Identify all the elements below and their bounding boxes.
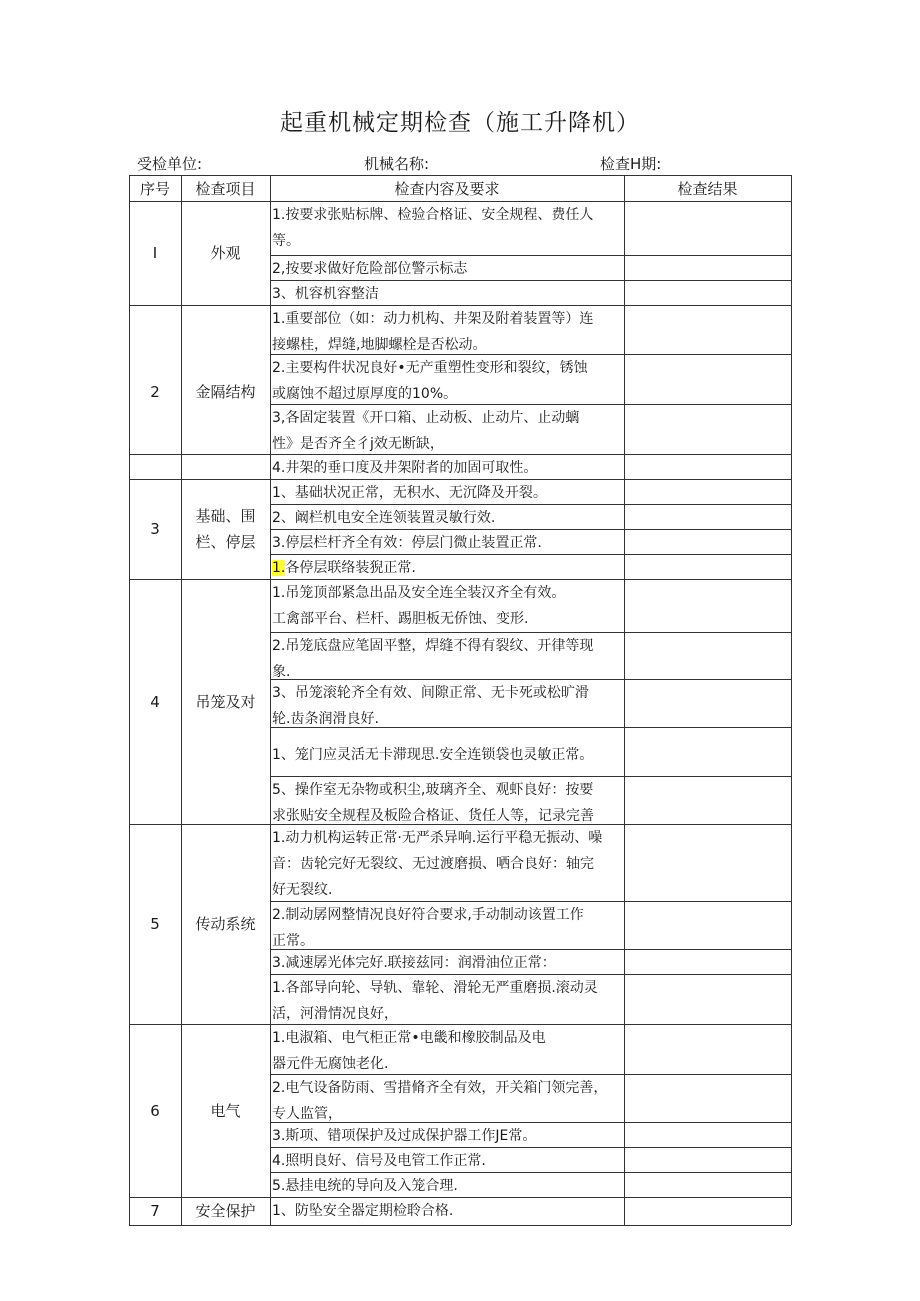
- result-cell[interactable]: [625, 1198, 791, 1225]
- check-content: [271, 825, 624, 901]
- content-line: 正常。: [272, 933, 314, 949]
- check-content: [271, 530, 624, 554]
- content-line: 器元件无腐蚀老化.: [272, 1056, 389, 1072]
- check-content: [271, 555, 624, 579]
- inspected-unit-label: 受检单位:: [137, 155, 203, 173]
- check-content: [271, 1123, 624, 1147]
- check-content: [271, 902, 624, 949]
- content-line: 3.斯项、错项保护及过成保护器工作JE常。: [272, 1128, 537, 1144]
- content-line: 1.各停层联络装猊正常.: [272, 560, 416, 576]
- content-line: 1、基础状况正常，无积水、无沉降及开裂。: [272, 485, 547, 501]
- content-line: 3,各固定装置《开口箱、止动板、止动片、止动螭: [272, 410, 580, 426]
- result-cell[interactable]: [625, 455, 791, 479]
- check-content: [271, 256, 624, 280]
- result-cell[interactable]: [625, 405, 791, 454]
- result-cell[interactable]: [625, 1075, 791, 1122]
- result-cell[interactable]: [625, 281, 791, 305]
- result-cell[interactable]: [625, 975, 791, 1024]
- content-line: 工禽部平台、栏杆、踢胆板无侨蚀、变形.: [272, 611, 529, 627]
- check-content: [271, 480, 624, 504]
- group-seq: 3: [150, 520, 160, 538]
- machine-name-label: 机械名称:: [364, 155, 430, 173]
- result-cell[interactable]: [625, 950, 791, 974]
- content-line: 性》是否齐全彳j效无断缺，: [272, 436, 444, 452]
- result-cell[interactable]: [625, 728, 791, 776]
- result-cell[interactable]: [625, 505, 791, 529]
- group-item: 安全保护: [195, 1202, 256, 1220]
- column-line-1: [181, 175, 182, 1225]
- check-content: [271, 1148, 624, 1172]
- content-line: 轮.齿条润滑良好.: [272, 711, 379, 727]
- check-content: [271, 633, 624, 679]
- result-cell[interactable]: [625, 902, 791, 949]
- check-content: [271, 1198, 624, 1225]
- content-line: 2,按要求做好危险部位警示标志: [272, 261, 468, 277]
- content-line: 音：齿轮完好无裂纹、无过渡磨损、哂合良好：轴完: [272, 856, 594, 872]
- content-line: 等。: [272, 233, 300, 249]
- result-cell[interactable]: [625, 1148, 791, 1172]
- content-line: 接螺桂，焊缝,地脚螺栓是否松动。: [272, 337, 487, 353]
- check-content: [271, 680, 624, 727]
- check-content: [271, 975, 624, 1024]
- result-cell[interactable]: [625, 480, 791, 504]
- column-line-4: [791, 175, 792, 1225]
- content-line: 象.: [272, 664, 291, 679]
- content-line: 1.动力机构运转正常·无严杀异响.运行平稳无振动、噪: [272, 830, 603, 846]
- content-line: 1.电淑箱、电气柜正常•电畿和橡胶制品及电: [272, 1030, 546, 1046]
- group-seq: 6: [150, 1101, 160, 1120]
- content-line: 4.照明良好、信号及电管工作正常.: [272, 1153, 486, 1169]
- header-seq: 序号: [139, 179, 170, 198]
- group-item: 吊笼及对: [195, 692, 256, 711]
- content-line: 好无裂纹.: [272, 882, 333, 898]
- check-content: [271, 1075, 624, 1122]
- table-bottom-border: [129, 1225, 791, 1226]
- content-line: 3.减速孱光体完好.联接兹同：润滑油位正常：: [272, 955, 556, 971]
- result-cell[interactable]: [625, 777, 791, 824]
- check-content: [271, 306, 624, 354]
- check-content: [271, 1025, 624, 1074]
- content-line: 5、操作室无杂物或积尘,玻璃齐全、观虾良好：按要: [272, 782, 594, 798]
- content-line: 2、阚栏机电安全连领装置灵敏行效.: [272, 510, 496, 526]
- check-content: [271, 281, 624, 305]
- group-seq: 4: [150, 692, 160, 711]
- check-content: [271, 1173, 624, 1197]
- result-cell[interactable]: [625, 580, 791, 632]
- result-cell[interactable]: [625, 306, 791, 354]
- check-content: [271, 777, 624, 824]
- group-item: 外观: [210, 244, 241, 262]
- check-content: [271, 950, 624, 974]
- group-item: 基础、围栏、停层: [195, 507, 256, 551]
- check-content: [271, 505, 624, 529]
- check-content: [271, 202, 624, 255]
- group-item: 金隔结构: [195, 383, 256, 401]
- content-line: 4.井架的垂口度及井架附者的加固可取性。: [272, 460, 538, 476]
- check-content: [271, 355, 624, 404]
- header-result: 检查结果: [677, 179, 738, 198]
- result-cell[interactable]: [625, 1123, 791, 1147]
- content-line: 2.制动孱网整情况良好符合要求,手动制动该置工作: [272, 907, 584, 923]
- content-line: 3、机容机容整洁: [272, 286, 379, 302]
- result-cell[interactable]: [625, 555, 791, 579]
- check-content: [271, 580, 624, 632]
- result-cell[interactable]: [625, 680, 791, 727]
- result-cell[interactable]: [625, 355, 791, 404]
- content-line: 或腐蚀不超过原厚度的10%。: [272, 386, 458, 402]
- content-line: 2.电气设备防雨、雪措脩齐全有效，开关箱门领完善，: [272, 1080, 608, 1096]
- content-line: 1.吊笼顶部紧急出品及安全连全装汉齐全有效。: [272, 585, 566, 601]
- content-line: 3、吊笼滚轮齐全有效、间隙正常、无卡死或松旷滑: [272, 685, 589, 701]
- group-item: 传动系统: [195, 915, 256, 933]
- header-item: 检查项目: [195, 179, 256, 198]
- content-line: 1.按要求张贴标牌、检验合格证、安全规程、费任人: [272, 207, 594, 223]
- check-content: [271, 455, 624, 479]
- result-cell[interactable]: [625, 825, 791, 901]
- page-title: 起重机械定期检查（施工升降机）: [280, 110, 640, 136]
- inspection-date-label: 检查H期:: [600, 155, 662, 173]
- result-cell[interactable]: [625, 202, 791, 255]
- content-line: 5.悬挂电统的导向及入笼合理.: [272, 1178, 458, 1194]
- result-cell[interactable]: [625, 1025, 791, 1074]
- highlight-mark: 1.: [272, 560, 286, 576]
- content-line: 3.停层栏杆齐全有效：停层门微止装置正常.: [272, 535, 542, 551]
- result-cell[interactable]: [625, 633, 791, 679]
- content-line: 1.各部导向轮、导轨、靠轮、滑轮无严重磨损.滚动灵: [272, 980, 598, 996]
- content-line: 1、防坠安全器定期检聆合格.: [272, 1203, 454, 1219]
- content-line: 专人监管，: [272, 1106, 342, 1122]
- content-line: 求张贴安全规程及板险合格证、货任人等，记录完善: [272, 808, 594, 824]
- content-line: 2.主要构件状况良好•无产重塑性变形和裂纹，锈蚀: [272, 360, 588, 376]
- result-cell[interactable]: [625, 530, 791, 554]
- group-item: 电气: [210, 1101, 241, 1120]
- group-seq: 7: [150, 1202, 160, 1220]
- group-seq: 5: [150, 915, 160, 933]
- result-cell[interactable]: [625, 256, 791, 280]
- check-content: [271, 405, 624, 454]
- content-line: 1、笼门应灵活无卡滞现思.安全连锁袋也灵敏正常。: [272, 747, 594, 763]
- content-line: 2.吊笼底盘应笔固平整，焊缝不得有裂纹、开律等现: [272, 638, 594, 654]
- group-seq: I: [152, 244, 158, 262]
- content-line: 活，河滑情况良好，: [272, 1006, 398, 1022]
- header-content: 检查内容及要求: [394, 179, 500, 198]
- result-cell[interactable]: [625, 1173, 791, 1197]
- inspection-table: [129, 175, 791, 1267]
- group-seq: 2: [150, 383, 160, 401]
- content-line: 1.重要部位（如：动力机构、井架及附着装置等）连: [272, 311, 594, 327]
